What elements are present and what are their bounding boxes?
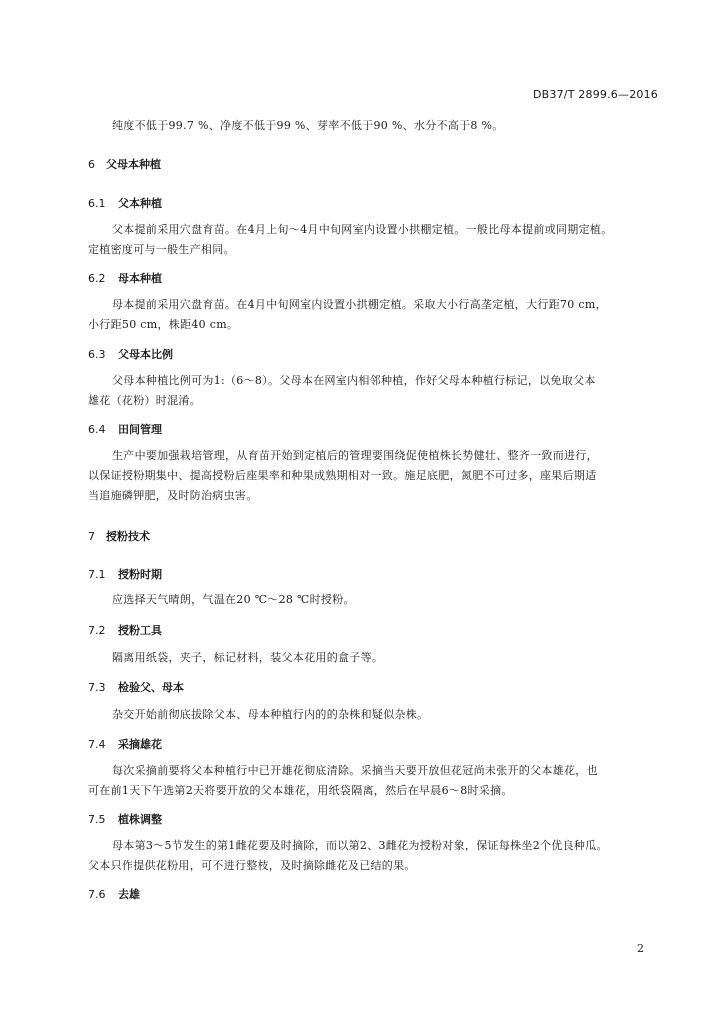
paragraph-line: 可在前1天下午选第2天将要开放的父本雄花，用纸袋隔离，然后在早晨6～8时采摘。 (88, 784, 513, 797)
subsection-title: 授粉工具 (118, 624, 162, 637)
subsection-7-6-heading (88, 886, 140, 902)
subsection-title: 父本种植 (118, 197, 162, 210)
paragraph-6-2 (88, 295, 668, 335)
subsection-7-5-heading (88, 811, 162, 827)
paragraph-line: 母本第3～5节发生的第1雌花要及时摘除，而以第2、3雌花为授粉对象，保证每株坐2个优良种瓜。 (112, 839, 608, 852)
subsection-number: 7.3 (88, 681, 106, 694)
section-number: 6 (88, 158, 95, 171)
intro-text: 纯度不低于99.7 %、净度不低于99 %、芽率不低于90 %、水分不高于8 %。 (112, 119, 504, 132)
paragraph-line: 小行距50 cm，株距40 cm。 (88, 318, 239, 331)
paragraph-line: 定植密度可与一般生产相同。 (88, 243, 235, 256)
paragraph-line: 以保证授粉期集中、提高授粉后座果率和种果成熟期相对一致。施足底肥，氮肥不可过多，座果后期适 (88, 469, 597, 482)
subsection-number: 7.2 (88, 624, 106, 637)
subsection-6-2-heading (88, 270, 162, 286)
subsection-number: 6.2 (88, 272, 106, 285)
subsection-title: 植株调整 (118, 813, 162, 826)
paragraph-line: 父本提前采用穴盘育苗。在4月上旬～4月中旬网室内设置小拱棚定植。一般比母本提前或同期定植。 (112, 223, 613, 236)
page-number: 2 (637, 942, 644, 955)
subsection-6-4-heading (88, 421, 162, 437)
subsection-7-4-heading (88, 736, 162, 752)
subsection-number: 7.6 (88, 888, 106, 901)
paragraph-6-1 (88, 220, 668, 260)
paragraph-7-3 (112, 705, 428, 725)
subsection-title: 父母本比例 (118, 348, 173, 361)
subsection-7-1-heading (88, 566, 162, 582)
paragraph-line: 当追施磷钾肥，及时防治病虫害。 (88, 489, 258, 502)
section-title: 父母本种植 (106, 158, 161, 171)
paragraph-6-4 (88, 446, 668, 506)
subsection-number: 6.1 (88, 197, 106, 210)
subsection-6-3-heading (88, 346, 173, 362)
subsection-title: 检验父、母本 (118, 681, 184, 694)
subsection-number: 7.4 (88, 738, 106, 751)
subsection-title: 母本种植 (118, 272, 162, 285)
subsection-number: 6.4 (88, 423, 106, 436)
section-title: 授粉技术 (106, 530, 150, 543)
paragraph-line: 生产中要加强栽培管理，从育苗开始到定植后的管理要围绕促使植株长势健壮、整齐一致而进行， (112, 449, 598, 462)
paragraph-line: 雄花（花粉）时混淆。 (88, 394, 201, 407)
paragraph-7-4 (88, 761, 668, 801)
paragraph-line: 杂交开始前彻底拔除父本、母本种植行内的的杂株和疑似杂株。 (112, 708, 429, 721)
section-6-heading (88, 156, 161, 172)
document-code: DB37/T 2899.6—2016 (532, 88, 658, 101)
subsection-number: 7.1 (88, 568, 106, 581)
paragraph-line: 父本只作提供花粉用，可不进行整枝，及时摘除雌花及已结的果。 (88, 859, 416, 872)
subsection-number: 7.5 (88, 813, 106, 826)
paragraph-7-5 (88, 836, 668, 876)
paragraph-6-3 (88, 371, 668, 411)
paragraph-line: 隔离用纸袋，夹子，标记材料，装父本花用的盒子等。 (112, 651, 384, 664)
subsection-number: 6.3 (88, 348, 106, 361)
subsection-title: 授粉时期 (118, 568, 162, 581)
paragraph-line: 父母本种植比例可为1:（6～8）。父母本在网室内相邻种植，作好父母本种植行标记，以免取父本 (112, 374, 596, 387)
subsection-7-2-heading (88, 622, 162, 638)
paragraph-line: 每次采摘前要将父本种植行中已开雄花彻底清除。采摘当天要开放但花冠尚未张开的父本雄花，也 (112, 764, 598, 777)
paragraph-7-1 (112, 590, 355, 610)
subsection-6-1-heading (88, 195, 162, 211)
subsection-title: 田间管理 (118, 423, 162, 436)
paragraph-line: 应选择天气晴朗，气温在20 ℃～28 ℃时授粉。 (112, 593, 355, 606)
paragraph-line: 母本提前采用穴盘育苗。在4月中旬网室内设置小拱棚定植。采取大小行高垄定植，大行距70 cm， (112, 298, 607, 311)
section-7-heading (88, 528, 150, 544)
subsection-7-3-heading (88, 679, 184, 695)
paragraph-7-2 (112, 648, 383, 668)
subsection-title: 采摘雄花 (118, 738, 162, 751)
section-number: 7 (88, 530, 95, 543)
subsection-title: 去雄 (118, 888, 140, 901)
